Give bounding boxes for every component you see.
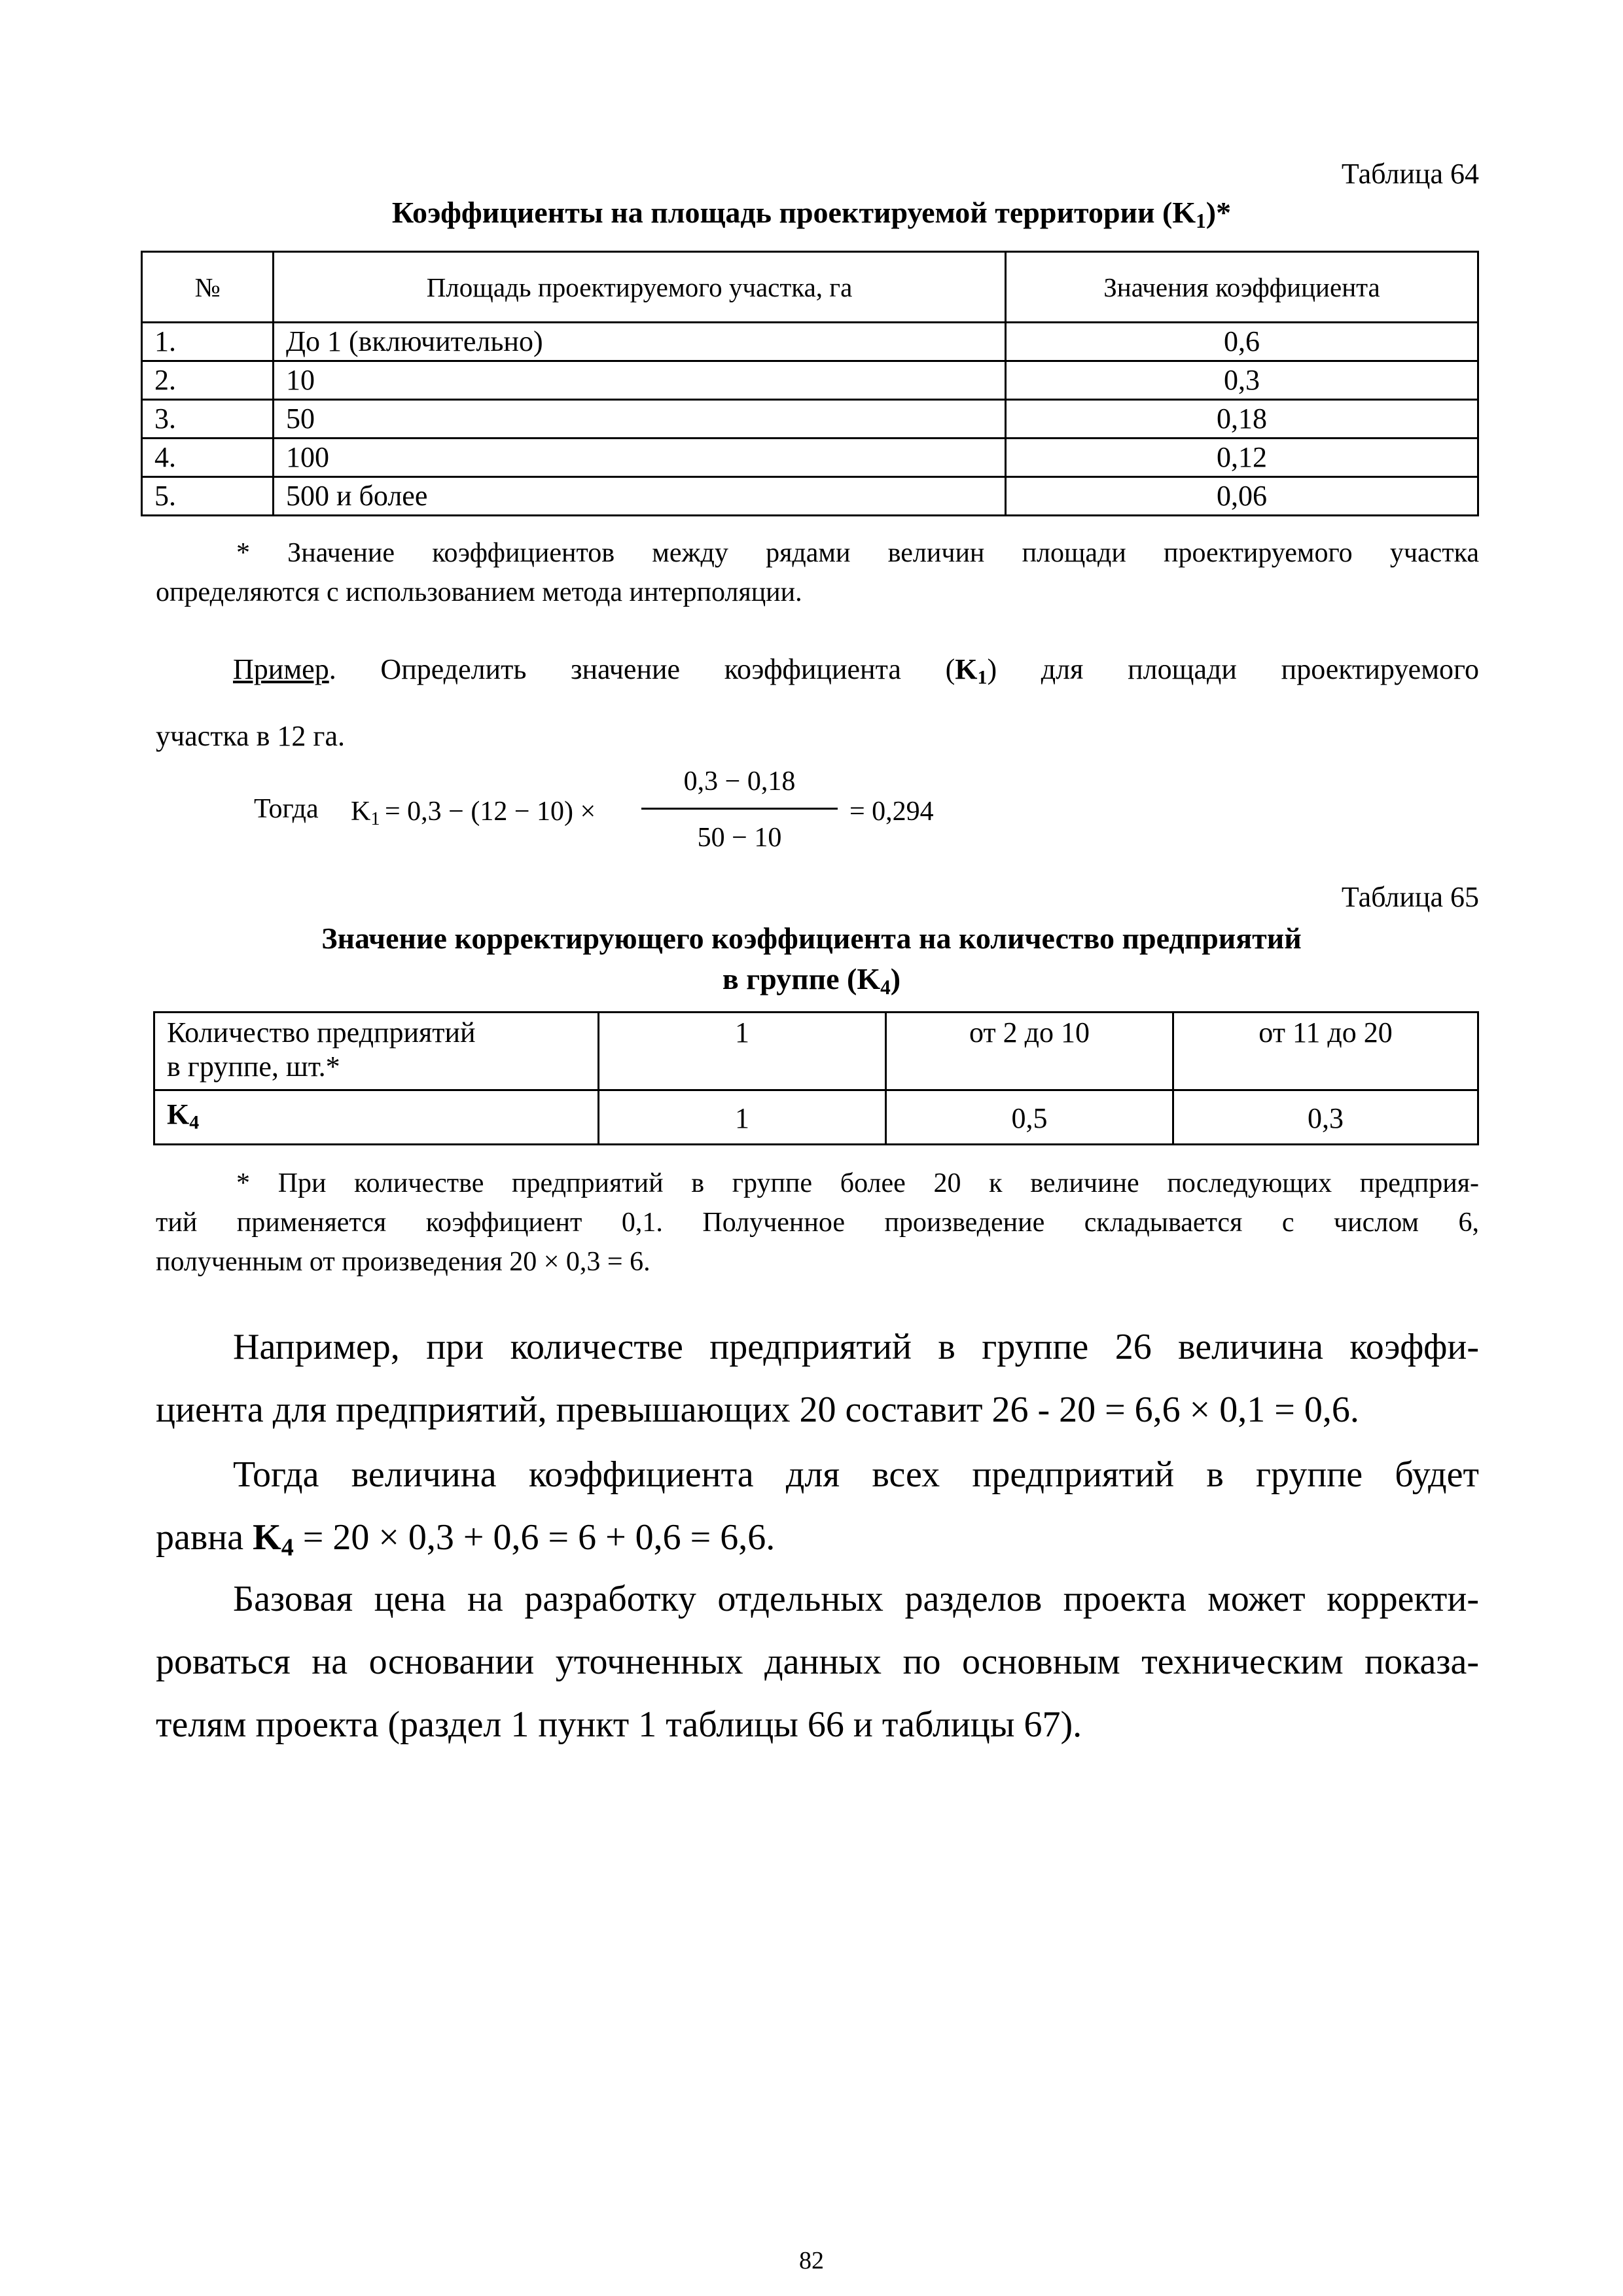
formula-denominator: 50 − 10: [697, 823, 782, 853]
formula-k: $K_1$: [351, 797, 380, 830]
cell: от 2 до 10: [886, 1013, 1173, 1090]
formula: [254, 766, 974, 870]
row-value: 0,6: [1006, 323, 1478, 361]
header-coefficient: Значения коэффициента: [1006, 252, 1478, 323]
table-row: [142, 477, 1478, 516]
row-number: 1.: [142, 323, 274, 361]
paragraph-total-k4: Тогда величина коэффициента для всех предприятий в группе будет равна $K_4 = 20 \times 0,3 + 0,6 = 6 + 0,6 = 6,6$.: [156, 1454, 1479, 1562]
cell: 0,5: [886, 1090, 1173, 1145]
table-row: [154, 1013, 1478, 1090]
table-64: [141, 251, 1479, 516]
header-number: №: [142, 252, 274, 323]
example-paragraph: Пример. Определить значение коэффициента $(K_1)$ для площади проектируемого участка в 12 га.: [156, 640, 1479, 766]
cell: 1: [599, 1090, 886, 1145]
row-value: 0,3: [1006, 361, 1478, 400]
row-label: Количество предприятий в группе, шт.*: [154, 1013, 599, 1090]
table-65: [153, 1011, 1479, 1145]
row-value: 0,18: [1006, 400, 1478, 439]
footnote-line: определяются с использованием метода интерполяции.: [156, 577, 802, 607]
fraction-bar: [641, 808, 838, 810]
example-line: участка в 12 га.: [156, 720, 346, 753]
table-row: [142, 439, 1478, 477]
row-value: 0,06: [1006, 477, 1478, 516]
footnote-line: * Значение коэффициентов между рядами величин площади проектируемого участка: [236, 538, 1479, 568]
row-number: 2.: [142, 361, 274, 400]
footnote-line: полученным от произведения 20 × 0,3 = 6.: [156, 1247, 651, 1277]
row-value: 0,12: [1006, 439, 1478, 477]
formula-lhs: = 0,3 − (12 − 10) ×: [385, 797, 596, 827]
table-65-label: Таблица 65: [1341, 881, 1479, 913]
table-64-footnote: [156, 533, 1479, 612]
row-area: 100: [274, 439, 1006, 477]
paragraph-base-price: Базовая цена на разработку отдельных разделов проекта может корректи- роваться на основании уточненных данных по основным техническим показа- телям проекта (раздел 1 пункт 1 таблицы 66 и таблицы 67).: [156, 1579, 1479, 1745]
page-number: 82: [799, 2247, 824, 2274]
table-row: [142, 400, 1478, 439]
cell: от 11 до 20: [1173, 1013, 1478, 1090]
table-row: [142, 361, 1478, 400]
table-header-row: [142, 252, 1478, 323]
formula-numerator: 0,3 − 0,18: [683, 766, 796, 797]
formula-prefix: Тогда: [254, 794, 319, 824]
row-area: 50: [274, 400, 1006, 439]
row-number: 5.: [142, 477, 274, 516]
table-64-label: Таблица 64: [1341, 158, 1479, 190]
cell: 0,3: [1173, 1090, 1478, 1145]
row-area: До 1 (включительно): [274, 323, 1006, 361]
paragraph-example-k4: Например, при количестве предприятий в группе 26 величина коэффи- циента для предприятий, превышающих 20 составит 26 - 20 = 6,6 × 0,1 = 0,6.: [156, 1327, 1479, 1430]
example-label: Пример: [233, 653, 329, 685]
table-row: [142, 323, 1478, 361]
table-row: [154, 1090, 1478, 1145]
footnote-line: * При количестве предприятий в группе более 20 к величине последующих предприя-: [236, 1168, 1479, 1198]
row-area: 10: [274, 361, 1006, 400]
table-64-title: Коэффициенты на площадь проектируемой территории $(K_1)*$: [391, 196, 1232, 232]
header-area: Площадь проектируемого участка, га: [274, 252, 1006, 323]
footnote-line: тий применяется коэффициент 0,1. Полученное произведение складывается с числом 6,: [156, 1208, 1479, 1238]
formula-result: = 0,294: [849, 797, 934, 827]
row-number: 3.: [142, 400, 274, 439]
row-number: 4.: [142, 439, 274, 477]
row-label: $K_4$: [154, 1090, 599, 1145]
table-65-title: Значение корректирующего коэффициента на количество предприятий в группе $(K_4)$: [321, 922, 1302, 999]
table-65-footnote: [156, 1164, 1479, 1282]
row-area: 500 и более: [274, 477, 1006, 516]
cell: 1: [599, 1013, 886, 1090]
